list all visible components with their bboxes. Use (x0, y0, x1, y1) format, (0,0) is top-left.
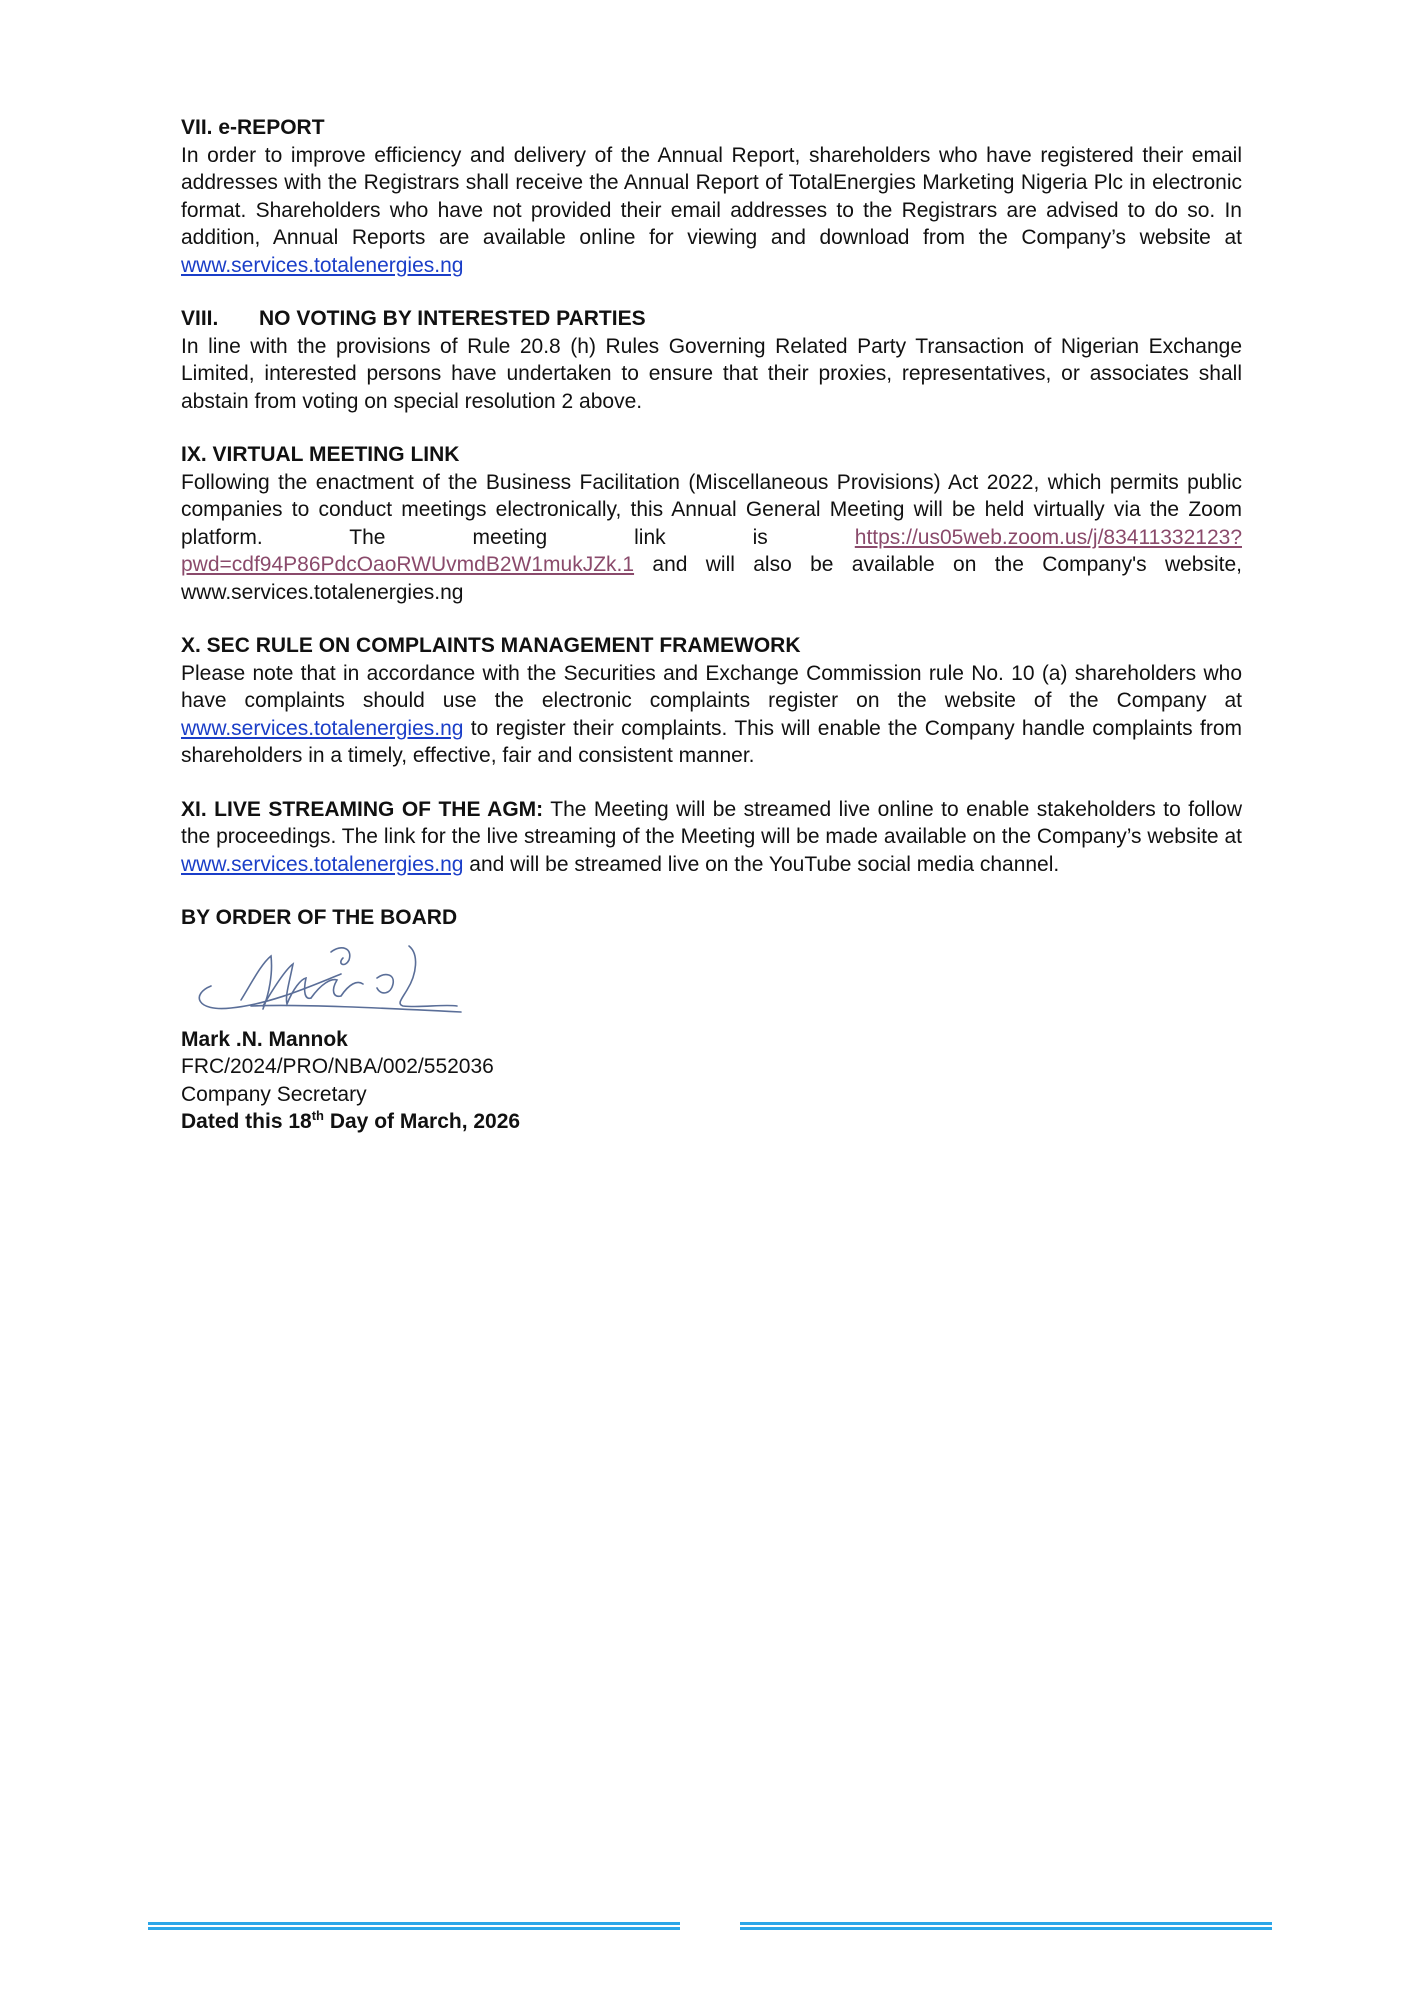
section-number: VIII. (181, 307, 219, 330)
signature-scribble-icon (181, 934, 481, 1026)
signatory-name: Mark .N. Mannok (181, 1027, 348, 1051)
section-e-report (181, 114, 1242, 279)
website-link[interactable]: www.services.totalenergies.ng (181, 253, 464, 277)
section-virtual-meeting (181, 441, 1242, 606)
section-body: In line with the provisions of Rule 20.8 (h) Rules Governing Related Party Transaction of Nigerian Exchange Limited, interested persons have undertaken to ensure that their proxies, representatives, or associates shall abstain from voting on special resolution 2 above. (181, 334, 1242, 413)
section-heading: VIII. NO VOTING BY INTERESTED PARTIES (181, 305, 1242, 333)
section-body: XI. LIVE STREAMING OF THE AGM: The Meeting will be streamed live online to enable stakeholders to follow the proceedings. The link for the live streaming of the Meeting will be made available on the Company’s website at www.services.totalenergies.ng and will be streamed live on the YouTube social media channel. (181, 797, 1242, 876)
signoff-date: Dated this 18th Day of March, 2026 (181, 1108, 521, 1133)
board-order: BY ORDER OF THE BOARD (181, 906, 458, 929)
signatory-title: Company Secretary (181, 1082, 367, 1106)
signature (181, 934, 481, 1026)
section-heading: VII. e-REPORT (181, 116, 325, 139)
footer-rule-right (740, 1922, 1272, 1931)
section-body: In order to improve efficiency and delivery of the Annual Report, shareholders who have registered their email addresses with the Registrars shall receive the Annual Report of TotalEnergies Marketing Nigeria Plc in electronic format. Shareholders who have not provided their email addresses to the Registrars are advised to do so. In addition, Annual Reports are available online for viewing and download from the Company’s website at www.services.totalenergies.ng (181, 143, 1242, 277)
section-live-streaming (181, 796, 1242, 879)
website-link[interactable]: www.services.totalenergies.ng (181, 716, 464, 740)
zoom-meeting-link[interactable]: https://us05web.zoom.us/j/83411332123?pwd=cdf94P86PdcOaoRWUvmdB2W1mukJZk.1 (181, 525, 1242, 576)
section-body: Following the enactment of the Business Facilitation (Miscellaneous Provisions) Act 2022, which permits public companies to conduct meetings electronically, this Annual General Meeting will be held virtually via the Zoom platform. The meeting link is https://us05web.zoom.us/j/83411332123?pwd=cdf94P86PdcOaoRWUvmdB2W1mukJZk.1 and will also be available on the Company's website, www.services.totalenergies.ng (181, 470, 1242, 604)
document-page (181, 114, 1242, 1136)
signatory-block (181, 1026, 1242, 1136)
section-no-voting (181, 305, 1242, 415)
section-body: Please note that in accordance with the Securities and Exchange Commission rule No. 10 (a) shareholders who have complaints should use the electronic complaints register on the website of the Company at www.services.totalenergies.ng to register their complaints. This will enable the Company handle complaints from shareholders in a timely, effective, fair and consistent manner. (181, 661, 1242, 767)
footer-rule-left (148, 1922, 680, 1931)
section-heading: IX. VIRTUAL MEETING LINK (181, 443, 460, 466)
section-complaints (181, 632, 1242, 770)
website-link[interactable]: www.services.totalenergies.ng (181, 852, 464, 876)
section-heading: XI. LIVE STREAMING OF THE AGM: (181, 797, 544, 821)
section-heading: X. SEC RULE ON COMPLAINTS MANAGEMENT FRAMEWORK (181, 634, 801, 657)
signatory-frc-number: FRC/2024/PRO/NBA/002/552036 (181, 1055, 494, 1078)
